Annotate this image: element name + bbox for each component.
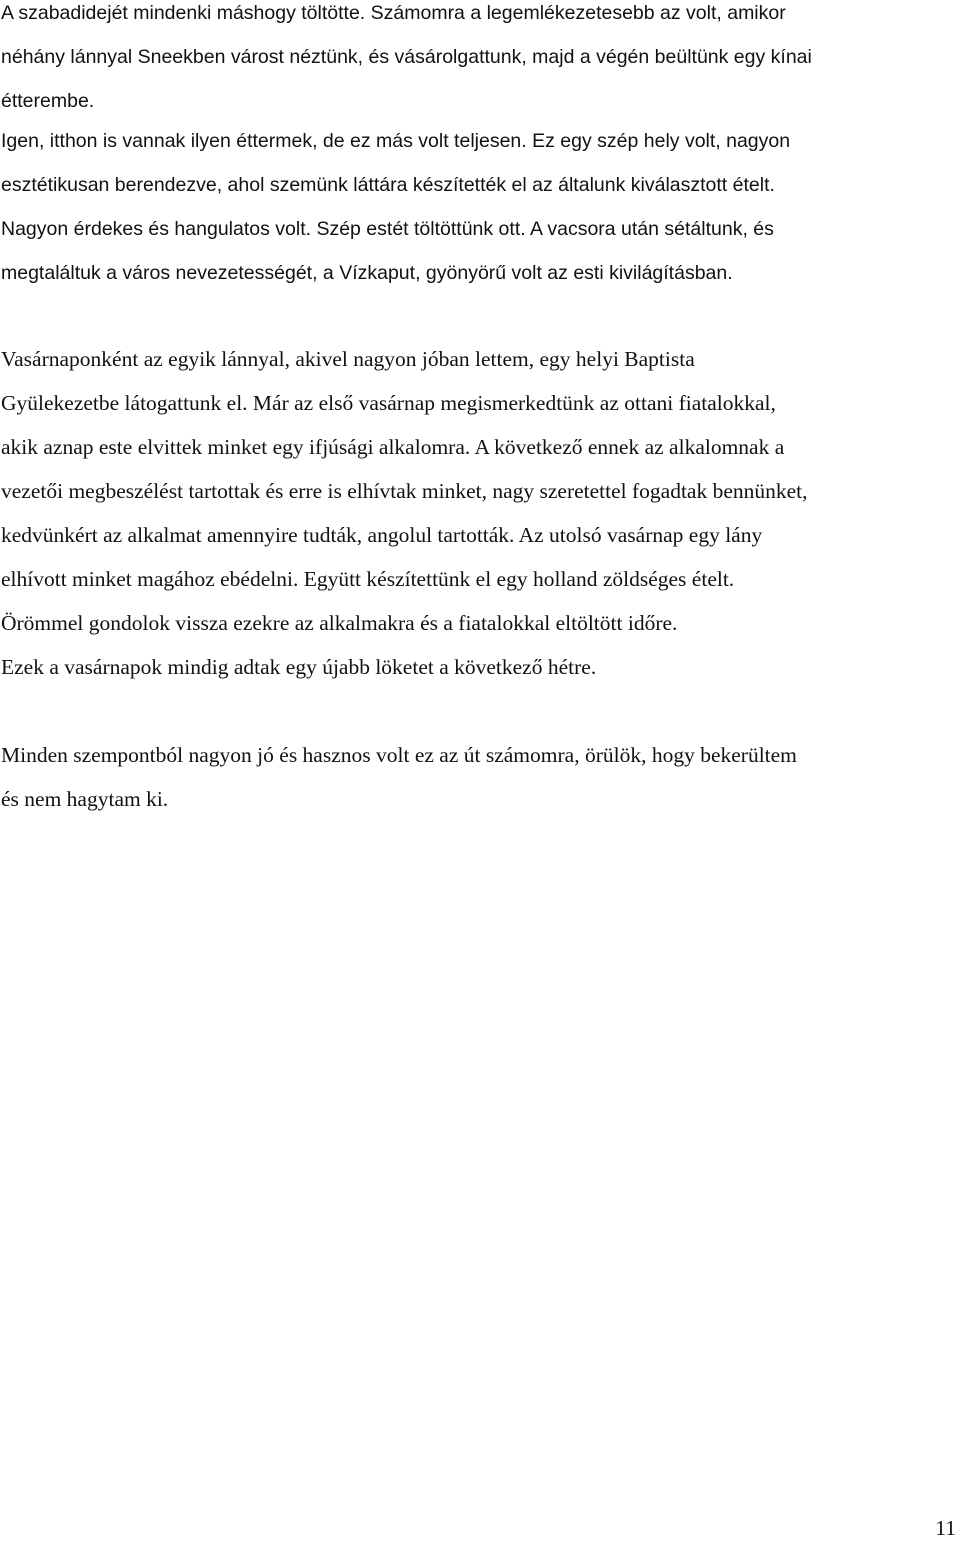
paragraph-sneek-outing [1,0,953,123]
text-line: Igen, itthon is vannak ilyen éttermek, de ez más volt teljesen. Ez egy szép hely volt, nagyon [1,130,791,152]
text-line: néhány lánnyal Sneekben várost néztünk, és vásárolgattunk, majd a végén beültünk egy kínai [1,46,812,68]
text-line: esztétikusan berendezve, ahol szemünk láttára készítették el az általunk kiválasztott ételt. [1,174,775,196]
text-line: Ezek a vasárnapok mindig adtak egy újabb löketet a következő hétre. [1,655,597,679]
paragraph-baptist-church [1,337,953,689]
text-line: vezetői megbeszélést tartottak és erre is elhívtak minket, nagy szeretettel fogadtak bennünket, [1,479,808,503]
text-line: elhívott minket magához ebédelni. Együtt készítettünk el egy holland zöldséges ételt. [1,567,735,591]
text-line: A szabadidejét mindenki máshogy töltötte. Számomra a legemlékezetesebb az volt, amikor [1,2,786,24]
paragraph-conclusion [1,733,953,821]
paragraph-chinese-restaurant [1,119,953,295]
text-line: Örömmel gondolok vissza ezekre az alkalmakra és a fiatalokkal eltöltött időre. [1,611,678,635]
text-line: megtaláltuk a város nevezetességét, a Vízkaput, gyönyörű volt az esti kivilágításban. [1,262,733,284]
text-line: akik aznap este elvittek minket egy ifjúsági alkalomra. A következő ennek az alkalomnak a [1,435,785,459]
text-line: étterembe. [1,90,95,112]
text-line: Gyülekezetbe látogattunk el. Már az első vasárnap megismerkedtünk az ottani fiatalokkal, [1,391,776,415]
text-line: és nem hagytam ki. [1,787,169,811]
text-line: Vasárnaponként az egyik lánnyal, akivel nagyon jóban lettem, egy helyi Baptista [1,347,695,371]
page-number: 11 [935,1516,956,1540]
text-line: kedvünkért az alkalmat amennyire tudták, angolul tartották. Az utolsó vasárnap egy lány [1,523,763,547]
text-line: Nagyon érdekes és hangulatos volt. Szép estét töltöttünk ott. A vacsora után sétáltunk, és [1,218,774,240]
text-line: Minden szempontból nagyon jó és hasznos volt ez az út számomra, örülök, hogy bekerültem [1,743,797,767]
